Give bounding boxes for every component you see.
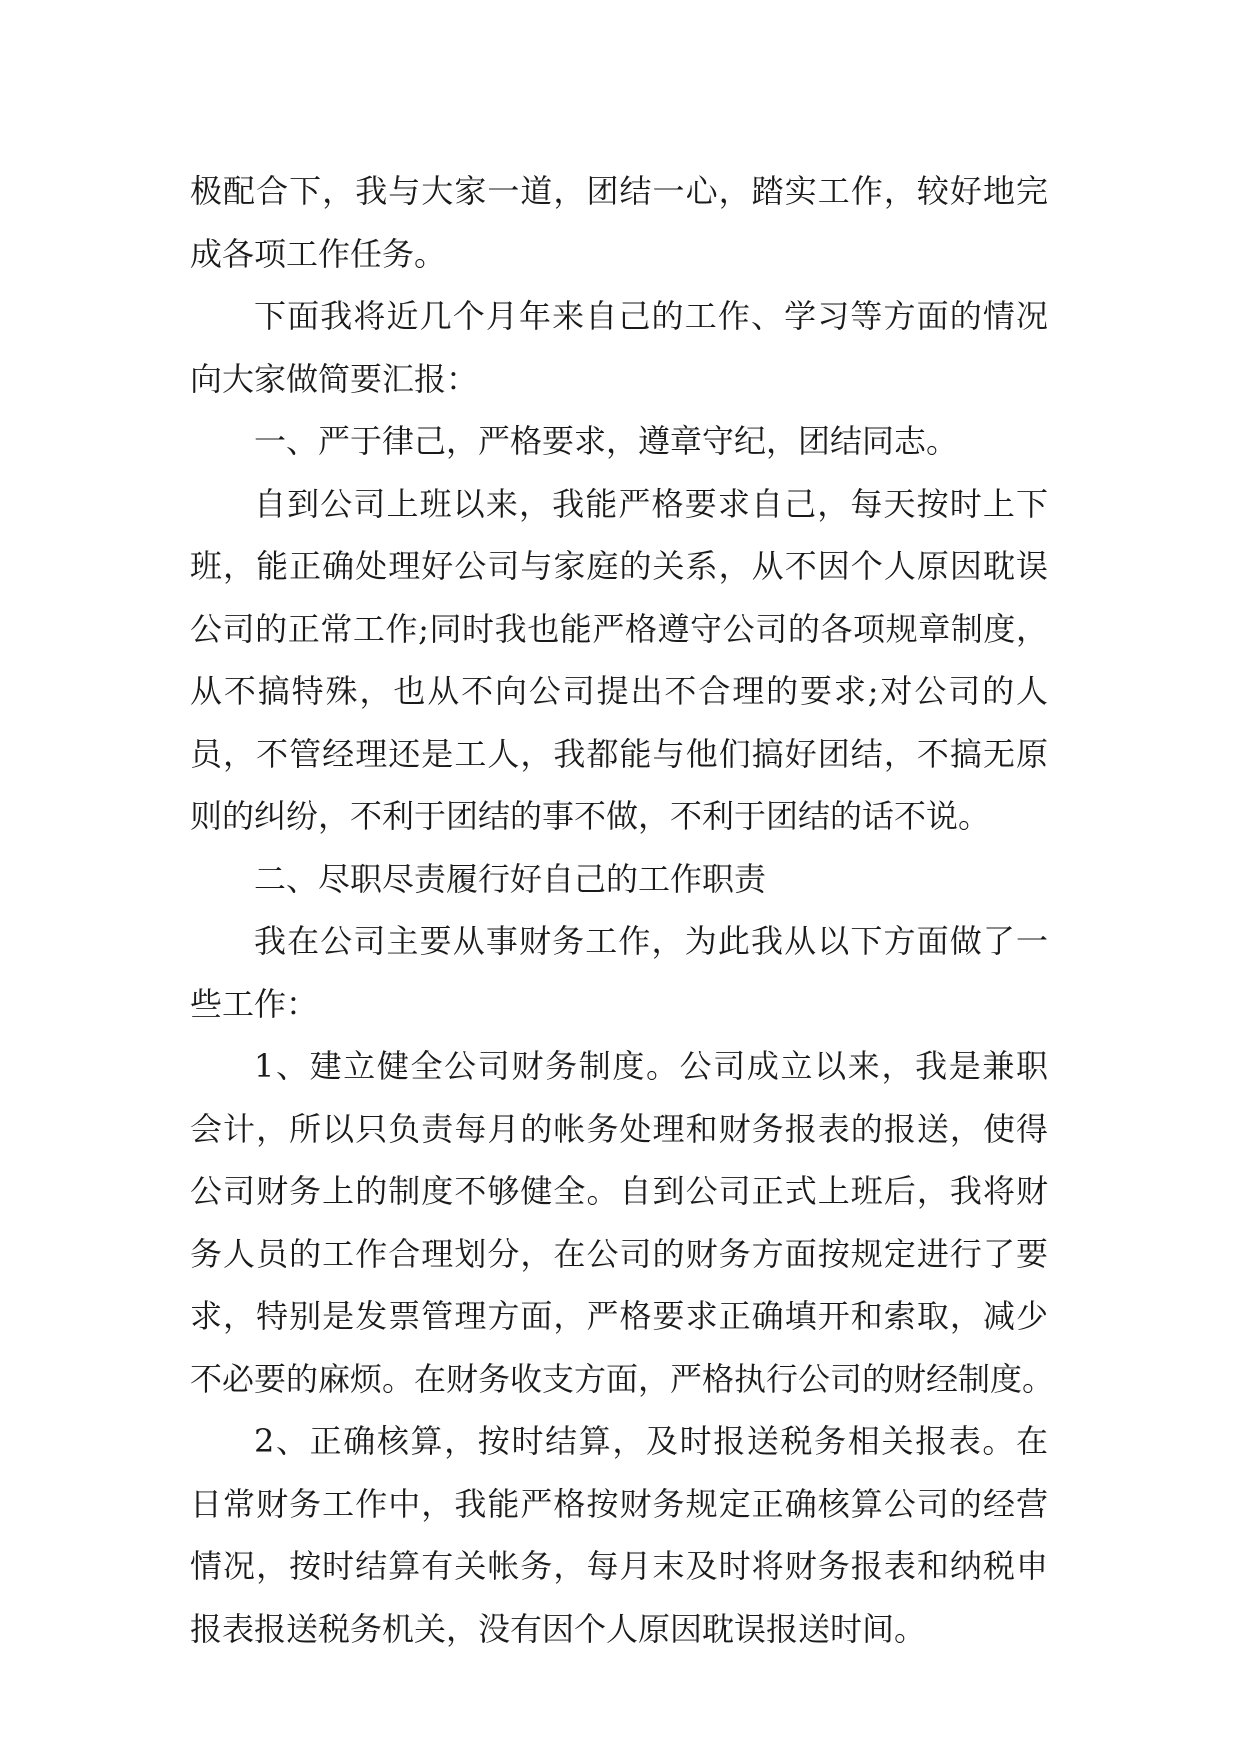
text-line: 日常财务工作中，我能严格按财务规定正确核算公司的经营 [190,1484,1048,1523]
text-line: 不必要的麻烦。在财务收支方面，严格执行公司的财经制度。 [190,1359,1055,1398]
text-line: 极配合下，我与大家一道，团结一心，踏实工作，较好地完 [190,172,1048,210]
text-line: 自到公司上班以来，我能严格要求自己，每天按时上下 [254,484,1048,523]
section-heading: 一、严于律己，严格要求，遵章守纪，团结同志。 [254,422,959,460]
text-line: 些工作： [190,984,319,1023]
text-line: 求，特别是发票管理方面，严格要求正确填开和索取，减少 [190,1297,1048,1335]
text-line: 从不搞特殊，也从不向公司提出不合理的要求;对公司的人 [190,672,1048,710]
text-line: 向大家做简要汇报： [190,359,479,398]
text-line: 下面我将近几个月年来自己的工作、学习等方面的情况 [254,297,1048,335]
text-line: 会计，所以只负责每月的帐务处理和财务报表的报送，使得 [190,1109,1048,1148]
text-line: 报表报送税务机关，没有因个人原因耽误报送时间。 [190,1609,927,1648]
text-line: 我在公司主要从事财务工作，为此我从以下方面做了一 [254,922,1048,960]
text-line: 班，能正确处理好公司与家庭的关系，从不因个人原因耽误 [190,547,1048,585]
text-line: 公司财务上的制度不够健全。自到公司正式上班后，我将财 [190,1172,1048,1210]
document-body [190,160,1055,1660]
text-line: 员，不管经理还是工人，我都能与他们搞好团结，不搞无原 [190,734,1048,773]
text-line: 情况，按时结算有关帐务，每月末及时将财务报表和纳税申 [190,1547,1048,1585]
text-line: 务人员的工作合理划分，在公司的财务方面按规定进行了要 [190,1234,1048,1273]
section-heading: 二、尽职尽责履行好自己的工作职责 [254,859,767,898]
text-line: 则的纠纷，不利于团结的事不做，不利于团结的话不说。 [190,797,991,835]
text-line: 成各项工作任务。 [190,234,447,273]
text-line: 1、建立健全公司财务制度。公司成立以来，我是兼职 [254,1047,1048,1085]
text-line: 公司的正常工作;同时我也能严格遵守公司的各项规章制度， [190,609,1048,648]
text-line: 2、正确核算，按时结算，及时报送税务相关报表。在 [254,1422,1048,1460]
